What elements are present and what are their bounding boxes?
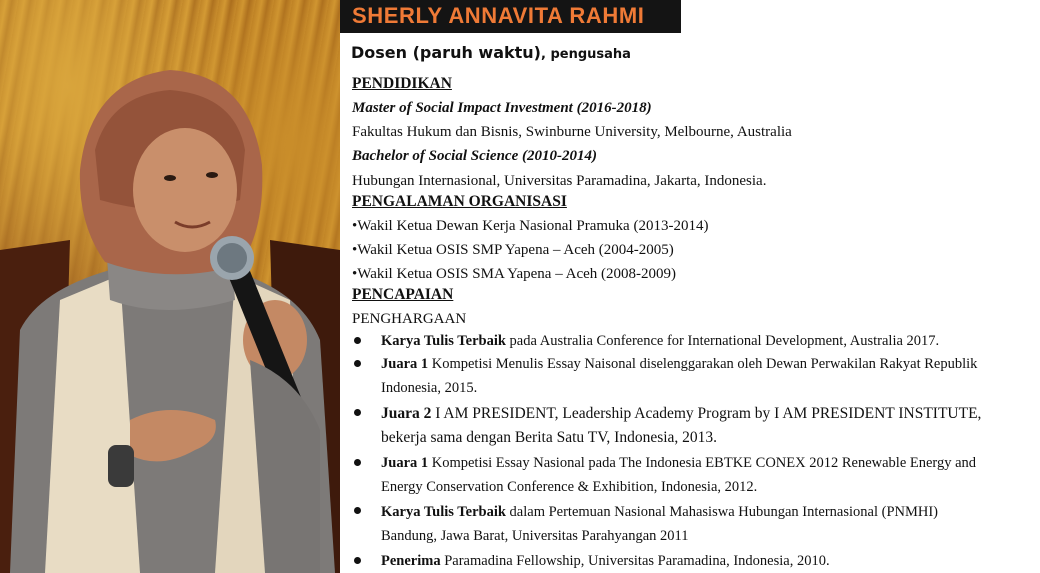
organization-item: •Wakil Ketua OSIS SMP Yapena – Aceh (2004-2005) [352, 242, 674, 258]
award-item: Penerima Paramadina Fellowship, Universitas Paramadina, Indonesia, 2010. [381, 553, 830, 569]
name-banner [340, 0, 681, 33]
occupation-main: Dosen (paruh waktu) [351, 43, 541, 62]
award-item: Juara 1 Kompetisi Essay Nasional pada The Indonesia EBTKE CONEX 2012 Renewable Energy and Energy Conservation Conference & Exhibition, Indonesia, 2012. [381, 455, 977, 495]
bullet-icon [354, 337, 361, 344]
bullet-icon [354, 459, 361, 466]
speaker-illustration [0, 0, 340, 573]
education-heading: PENDIDIKAN [352, 75, 452, 92]
award-item: Juara 1 Kompetisi Menulis Essay Naisonal diselenggarakan oleh Dewan Perwakilan Rakyat Republik Indonesia, 2015. [381, 356, 978, 396]
organization-item: •Wakil Ketua Dewan Kerja Nasional Pramuka (2013-2014) [352, 218, 709, 234]
bullet-icon [354, 360, 361, 367]
bullet-icon [354, 507, 361, 514]
education-school-2: Hubungan Internasional, Universitas Paramadina, Jakarta, Indonesia. [352, 173, 767, 189]
bullet-icon [354, 409, 361, 416]
achievement-heading: PENCAPAIAN [352, 286, 454, 303]
award-item: Karya Tulis Terbaik dalam Pertemuan Nasional Mahasiswa Hubungan Internasional (PNMHI) Bandung, Jawa Barat, Universitas Parahyangan 2011 [381, 504, 938, 544]
education-degree-2: Bachelor of Social Science (2010-2014) [352, 148, 597, 164]
bullet-icon [354, 557, 361, 564]
education-degree-1: Master of Social Impact Investment (2016-2018) [352, 100, 652, 116]
person-name: SHERLY ANNAVITA RAHMI [352, 3, 645, 28]
organization-heading: PENGALAMAN ORGANISASI [352, 193, 567, 210]
awards-subheading: PENGHARGAAN [352, 311, 467, 327]
award-item: Juara 2 I AM PRESIDENT, Leadership Academy Program by I AM PRESIDENT INSTITUTE, bekerja sama dengan Berita Satu TV, Indonesia, 2013. [381, 405, 982, 446]
profile-photo [0, 0, 340, 573]
organization-item: •Wakil Ketua OSIS SMA Yapena – Aceh (2008-2009) [352, 266, 677, 282]
education-school-1: Fakultas Hukum dan Bisnis, Swinburne University, Melbourne, Australia [352, 124, 792, 140]
occupation-rest: , pengusaha [540, 47, 631, 62]
award-item: Karya Tulis Terbaik pada Australia Conference for International Development, Australia 2017. [381, 333, 940, 349]
occupation-line [351, 43, 631, 62]
